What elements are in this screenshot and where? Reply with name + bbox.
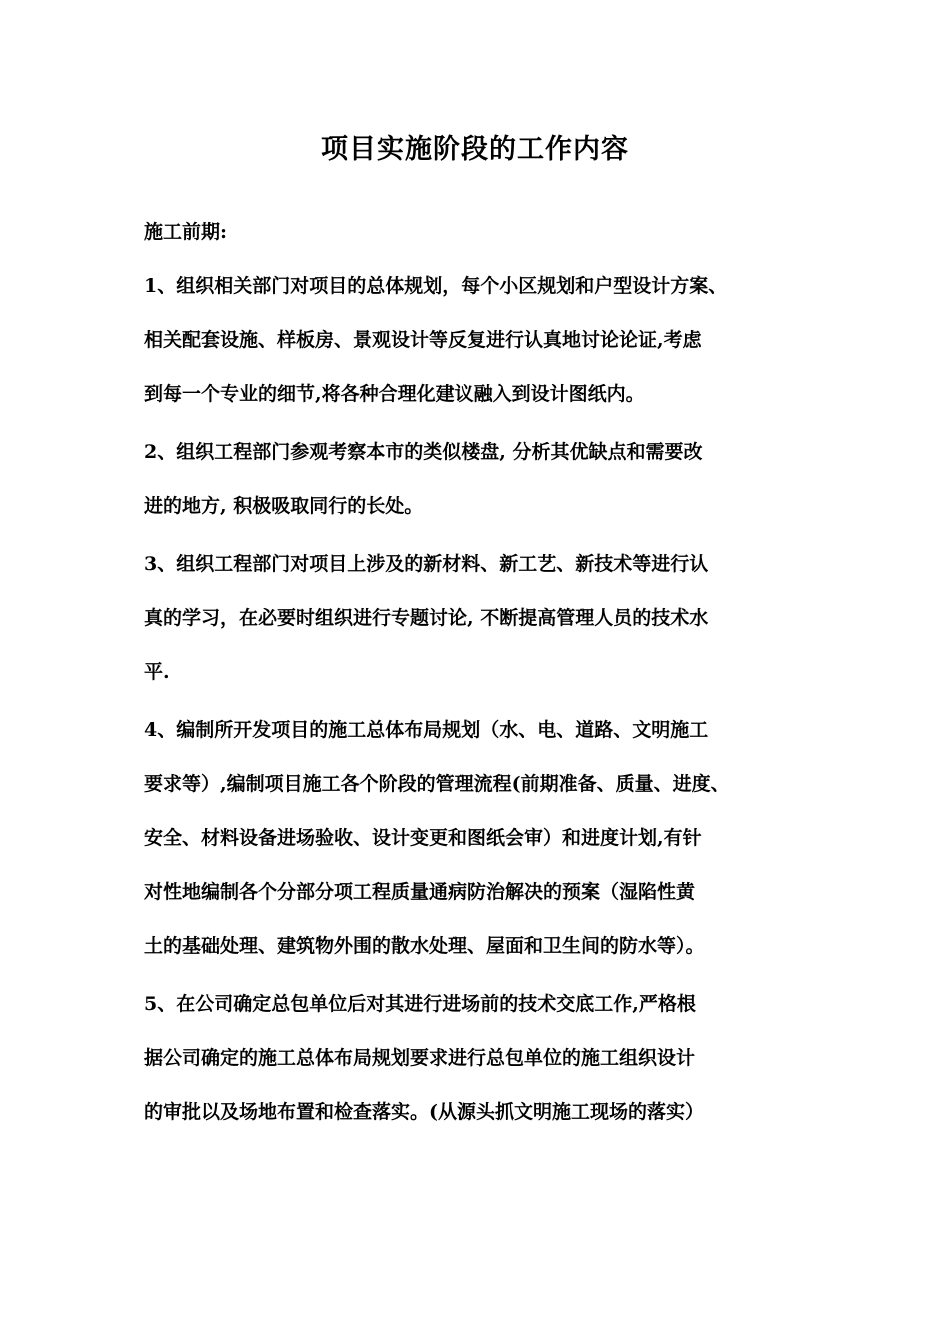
- paragraph-line: 进的地方, 积极吸取同行的长处。: [144, 495, 424, 517]
- paragraph-line: 真的学习，在必要时组织进行专题讨论, 不断提高管理人员的技术水: [144, 607, 709, 629]
- document-body: [144, 212, 834, 1132]
- paragraph-4: [144, 710, 834, 966]
- spacer: [144, 252, 834, 266]
- paragraph-line: 平.: [144, 661, 170, 683]
- section-heading: 施工前期:: [144, 221, 228, 243]
- paragraph-line: 的审批以及场地布置和检查落实。(从源头抓文明施工现场的落实）: [144, 1101, 704, 1123]
- paragraph-line: 2、组织工程部门参观考察本市的类似楼盘, 分析其优缺点和需要改: [144, 441, 703, 463]
- paragraph-line: 土的基础处理、建筑物外围的散水处理、屋面和卫生间的防水等）。: [144, 935, 705, 957]
- paragraph-line: 安全、材料设备进场验收、设计变更和图纸会审）和进度计划,有针: [144, 827, 702, 849]
- paragraph-3: [144, 544, 834, 692]
- paragraph-1: [144, 266, 834, 414]
- page-title: 项目实施阶段的工作内容: [321, 134, 629, 165]
- spacer: [144, 966, 834, 984]
- paragraph-line: 5、在公司确定总包单位后对其进行进场前的技术交底工作,严格根: [144, 993, 696, 1015]
- spacer: [144, 692, 834, 710]
- paragraph-line: 对性地编制各个分部分项工程质量通病防治解决的预案（湿陷性黄: [144, 881, 696, 903]
- paragraph-line: 3、组织工程部门对项目上涉及的新材料、新工艺、新技术等进行认: [144, 553, 709, 575]
- paragraph-line: 据公司确定的施工总体布局规划要求进行总包单位的施工组织设计: [144, 1047, 696, 1069]
- paragraph-line: 4、编制所开发项目的施工总体布局规划（水、电、道路、文明施工: [144, 719, 709, 741]
- paragraph-line: 要求等）,编制项目施工各个阶段的管理流程(前期准备、质量、进度、: [144, 773, 730, 795]
- paragraph-line: 1、组织相关部门对项目的总体规划，每个小区规划和户型设计方案、: [144, 275, 728, 297]
- paragraph-line: 相关配套设施、样板房、景观设计等反复进行认真地讨论论证,考虑: [144, 329, 702, 351]
- spacer: [144, 526, 834, 544]
- paragraph-5: [144, 984, 834, 1132]
- spacer: [144, 414, 834, 432]
- paragraph-2: [144, 432, 834, 526]
- paragraph-line: 到每一个专业的细节,将各种合理化建议融入到设计图纸内。: [144, 383, 645, 405]
